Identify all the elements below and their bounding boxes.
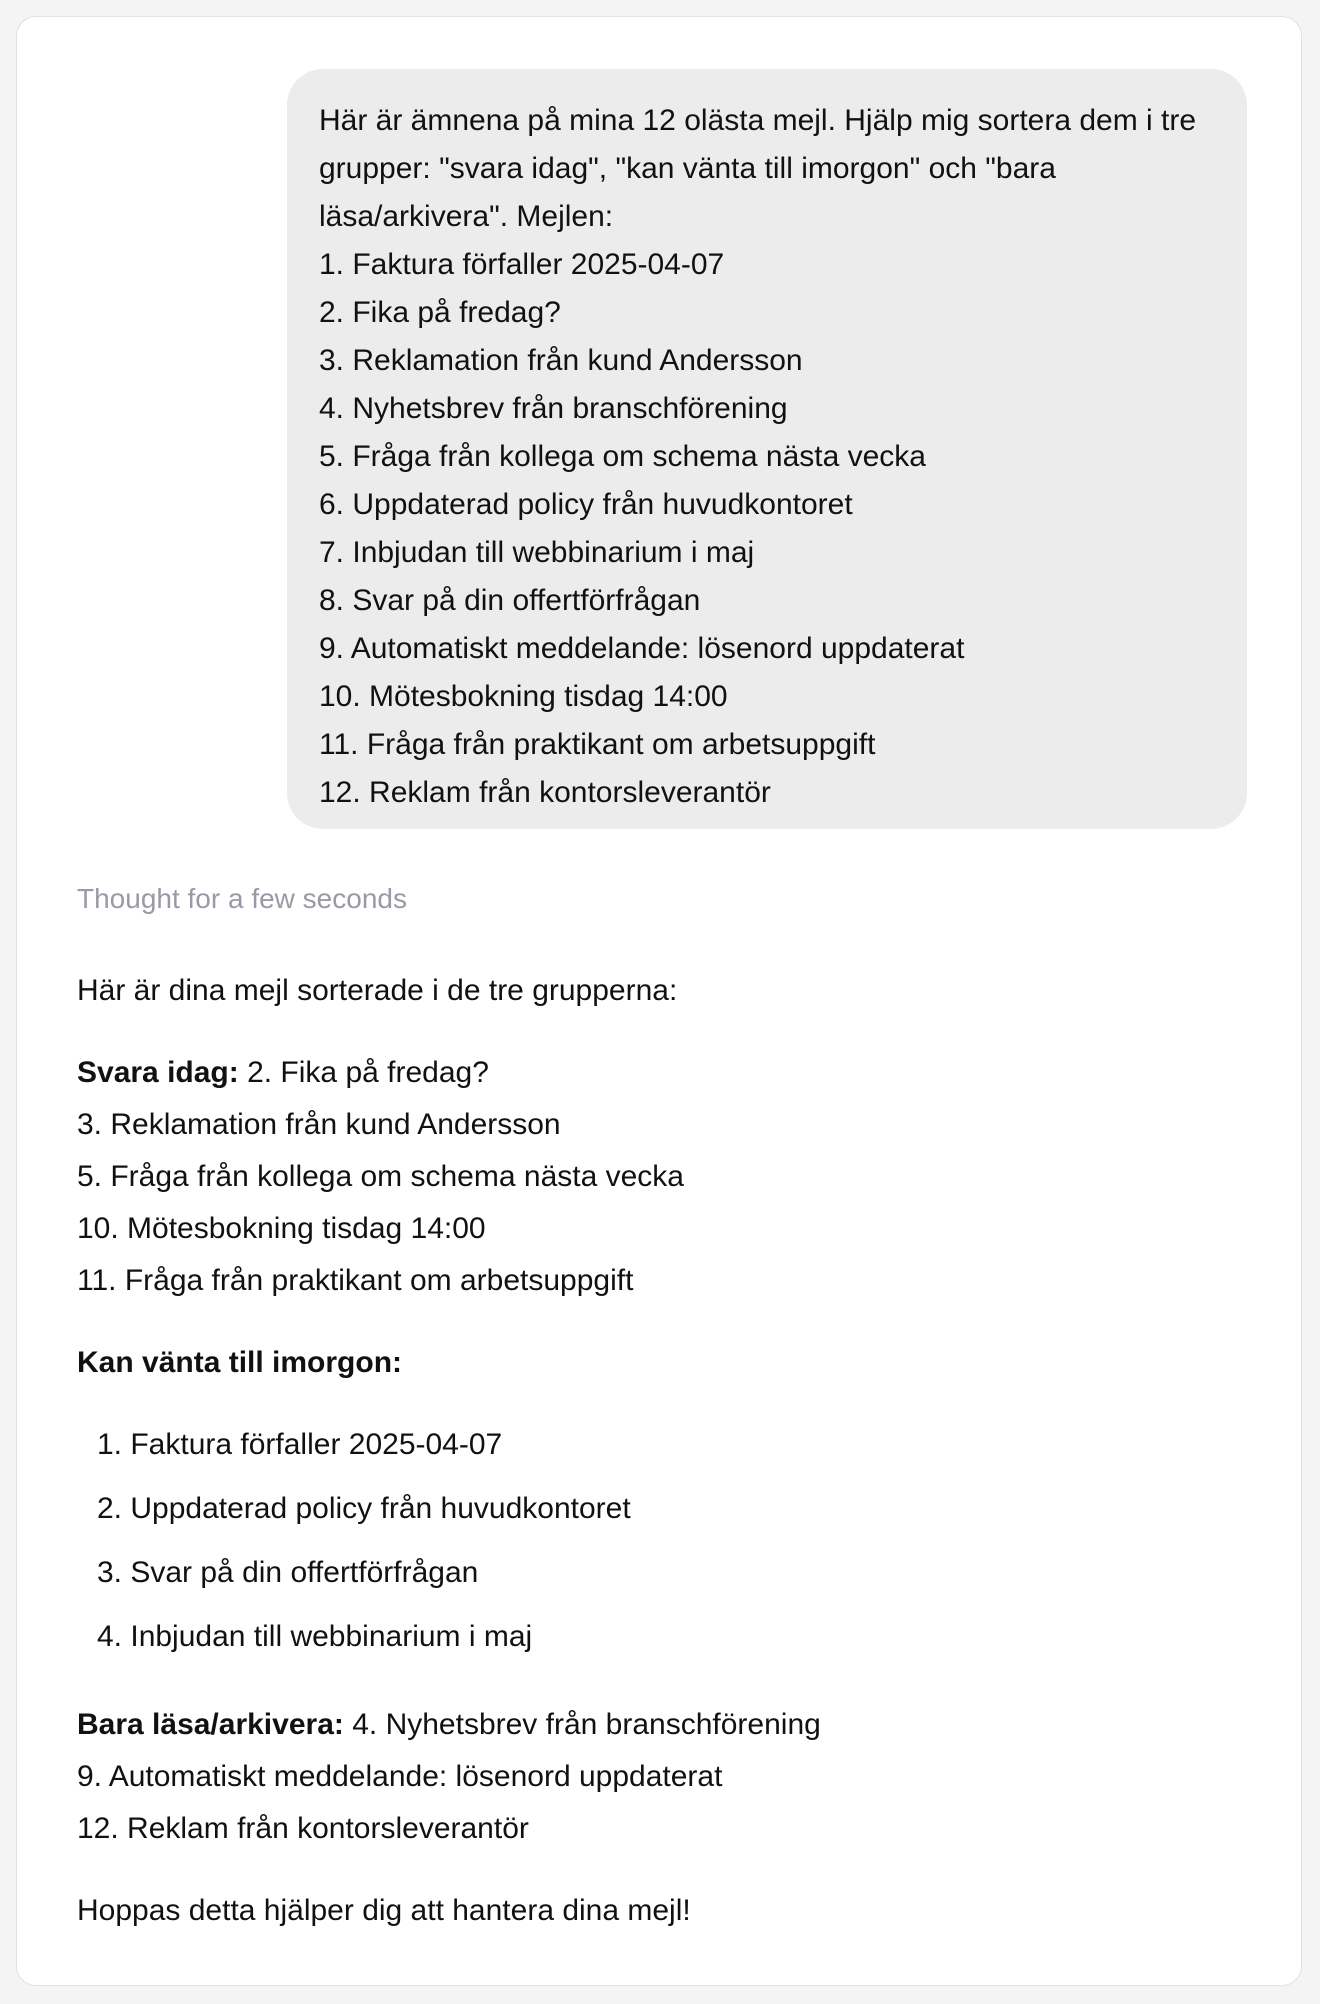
list-item: 12. Reklam från kontorsleverantör	[77, 1812, 529, 1845]
user-message-bubble	[287, 69, 1247, 829]
list-item: 10. Mötesbokning tisdag 14:00	[319, 680, 728, 713]
user-email-list	[319, 241, 1215, 817]
list-item: 2. Fika på fredag?	[319, 296, 561, 329]
list-item: 4. Inbjudan till webbinarium i maj	[97, 1620, 533, 1653]
list-item: 4. Nyhetsbrev från branschförening	[319, 392, 788, 425]
list-item: 11. Fråga från praktikant om arbetsuppgift	[77, 1264, 634, 1297]
list-item: 11. Fråga från praktikant om arbetsuppgift	[319, 728, 876, 761]
list-item: 3. Reklamation från kund Andersson	[77, 1108, 561, 1141]
thought-toggle[interactable]: Thought for a few seconds	[77, 883, 407, 914]
list-item: 2. Uppdaterad policy från huvudkontoret	[97, 1492, 631, 1525]
list-item: 5. Fråga från kollega om schema nästa vecka	[77, 1160, 684, 1193]
group-first-line	[77, 1699, 1257, 1751]
list-item: 2. Fika på fredag?	[247, 1056, 489, 1089]
list-item: 5. Fråga från kollega om schema nästa vecka	[319, 440, 926, 473]
group-kan-vanta-heading	[77, 1337, 1257, 1389]
chat-card	[16, 16, 1302, 1986]
group-svara-idag	[77, 1047, 1257, 1307]
group-kan-vanta-list	[77, 1413, 1257, 1669]
list-item: 9. Automatiskt meddelande: lösenord uppdaterat	[319, 632, 965, 665]
list-item: 1. Faktura förfaller 2025-04-07	[319, 248, 725, 281]
list-item: 9. Automatiskt meddelande: lösenord uppdaterat	[77, 1760, 723, 1793]
assistant-reply	[77, 965, 1257, 1937]
list-item: 4. Nyhetsbrev från branschförening	[352, 1708, 821, 1741]
group-first-line	[77, 1047, 1257, 1099]
user-message-intro: Här är ämnena på mina 12 olästa mejl. Hjälp mig sortera dem i tre grupper: "svara idag", "kan vänta till imorgon" och "bara läsa/arkivera". Mejlen:	[319, 104, 1197, 233]
list-item: 12. Reklam från kontorsleverantör	[319, 776, 771, 809]
list-item: 7. Inbjudan till webbinarium i maj	[319, 536, 755, 569]
list-item: 1. Faktura förfaller 2025-04-07	[97, 1428, 503, 1461]
group-heading: Bara läsa/arkivera:	[77, 1708, 344, 1741]
reply-closing: Hoppas detta hjälper dig att hantera dina mejl!	[77, 1894, 691, 1927]
list-item: 3. Svar på din offertförfrågan	[97, 1556, 479, 1589]
list-item: 8. Svar på din offertförfrågan	[319, 584, 701, 617]
list-item: 6. Uppdaterad policy från huvudkontoret	[319, 488, 853, 521]
list-item: 10. Mötesbokning tisdag 14:00	[77, 1212, 486, 1245]
list-item: 3. Reklamation från kund Andersson	[319, 344, 803, 377]
group-heading: Svara idag:	[77, 1056, 239, 1089]
group-bara-lasa	[77, 1699, 1257, 1855]
group-heading: Kan vänta till imorgon:	[77, 1346, 403, 1379]
reply-intro: Här är dina mejl sorterade i de tre grupperna:	[77, 974, 678, 1007]
